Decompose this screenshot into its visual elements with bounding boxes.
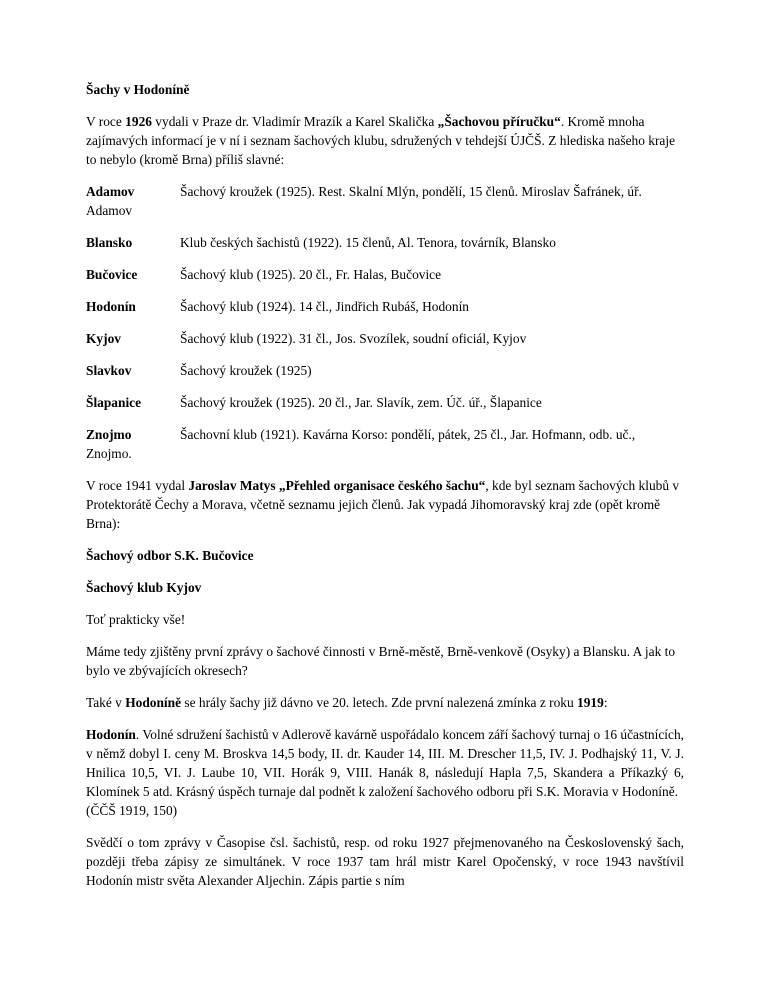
club-row-blansko (86, 233, 684, 252)
tournament-text: . Volné sdružení šachistů v Adlerově kavárně uspořádalo koncem září šachový turnaj o 16 účastnících, v němž dobyl I. ceny M. Broskva 14,5 body, II. dr. Kauder 14, III. M. Drescher 11,5, IV. J. Podhajský 11, V. J. Hnilica 10,5, VI. J. Laube 10, VII. Horák 9, VIII. Hanák 8, následují Hapla 7,5, Skandera a Příkazký 6, Klomínek 5 atd. Krásný úspěch turnaje dal podnět k založení šachového odboru při S.K. Moravia v Hodoníně. (86, 727, 684, 799)
intro-year-bold: 1926 (125, 114, 152, 129)
club-name: Slavkov (86, 363, 132, 378)
intro-text-2: vydali v Praze dr. Vladimír Mrazík a Karel Skalička (151, 114, 438, 129)
club-info: Klub českých šachistů (1922). 15 členů, Al. Tenora, továrník, Blansko (180, 235, 556, 250)
first-reports-paragraph: Máme tedy zjištěny první zprávy o šachové činnosti v Brně-městě, Brně-venkově (Osyky) a Blansku. A jak to bylo ve zbývajících okresech? (86, 644, 676, 678)
intro-text-3: . Kromě mnoha zajímavých informací je v ní i seznam šachových klubu, sdružených v tehdejší ÚJČŠ. Z hlediska našeho kraje to nebylo (kromě Brna) příliš slavné: (86, 114, 676, 167)
club-row-hodonin (86, 297, 684, 316)
also-text-1: Také v (86, 695, 126, 710)
club-name: Blansko (86, 235, 133, 250)
club-row-znojmo (86, 425, 684, 463)
matys-paragraph (86, 476, 684, 533)
club-info: Šachový kroužek (1925). Rest. Skalní Mlýn, pondělí, 15 členů. Miroslav Šafránek, úř. Adamov (86, 184, 642, 218)
club-name: Adamov (86, 184, 135, 199)
club-name: Znojmo (86, 427, 132, 442)
club-info: Šachovní klub (1921). Kavárna Korso: pondělí, pátek, 25 čl., Jar. Hofmann, odb. uč., Znojmo. (86, 427, 636, 461)
press-paragraph: Svědčí o tom zprávy v Časopise čsl. šachistů, resp. od roku 1927 přejmenovaného na Československý šach, později třeba zápisy ze simultánek. V roce 1937 tam hrál mistr Karel Opočenský, v roce 1943 navštívil Hodonín mistr světa Alexander Aljechin. Zápis partie s ním (86, 835, 684, 888)
tournament-town-bold: Hodonín (86, 727, 136, 742)
club-row-kyjov (86, 329, 684, 348)
club-name: Hodonín (86, 299, 136, 314)
club-info: Šachový kroužek (1925) (180, 363, 312, 378)
bucovice-odbor-line: Šachový odbor S.K. Bučovice (86, 548, 254, 563)
tournament-paragraph (86, 725, 684, 801)
club-row-slavkov (86, 361, 684, 380)
intro-book-title-bold: „Šachovou příručku“ (437, 114, 561, 129)
matys-text-1: V roce 1941 vydal (86, 478, 189, 493)
citation-line: (ČČŠ 1919, 150) (86, 803, 178, 818)
matys-book-title-bold: Jaroslav Matys „Přehled organisace českého šachu“ (188, 478, 486, 493)
club-info: Šachový klub (1925). 20 čl., Fr. Halas, Bučovice (180, 267, 442, 282)
kyjov-klub-line: Šachový klub Kyjov (86, 580, 202, 595)
club-row-bucovice (86, 265, 684, 284)
club-row-slapanice (86, 393, 684, 412)
also-year-bold: 1919 (577, 695, 604, 710)
club-info: Šachový klub (1922). 31 čl., Jos. Svozílek, soudní oficiál, Kyjov (180, 331, 527, 346)
club-name: Šlapanice (86, 395, 142, 410)
intro-paragraph (86, 112, 684, 169)
also-town-bold: Hodoníně (125, 695, 182, 710)
club-info: Šachový kroužek (1925). 20 čl., Jar. Slavík, zem. Úč. úř., Šlapanice (180, 395, 542, 410)
page-title: Šachy v Hodoníně (86, 82, 190, 97)
practically-all-line: Toť prakticky vše! (86, 612, 186, 627)
also-text-2: se hrály šachy již dávno ve 20. letech. Zde první nalezená zmínka z roku (181, 695, 578, 710)
matys-text-2: , kde byl seznam šachových klubů v Protektorátě Čechy a Morava, včetně seznamu jejich členů. Jak vypadá Jihomoravský kraj zde (opět kromě Brna): (86, 478, 680, 531)
also-hodonin-paragraph (86, 693, 684, 712)
club-row-adamov (86, 182, 684, 220)
club-name: Kyjov (86, 331, 121, 346)
club-name: Bučovice (86, 267, 138, 282)
intro-text-1: V roce (86, 114, 126, 129)
also-text-3: : (603, 695, 608, 710)
club-info: Šachový klub (1924). 14 čl., Jindřich Rubáš, Hodonín (180, 299, 469, 314)
